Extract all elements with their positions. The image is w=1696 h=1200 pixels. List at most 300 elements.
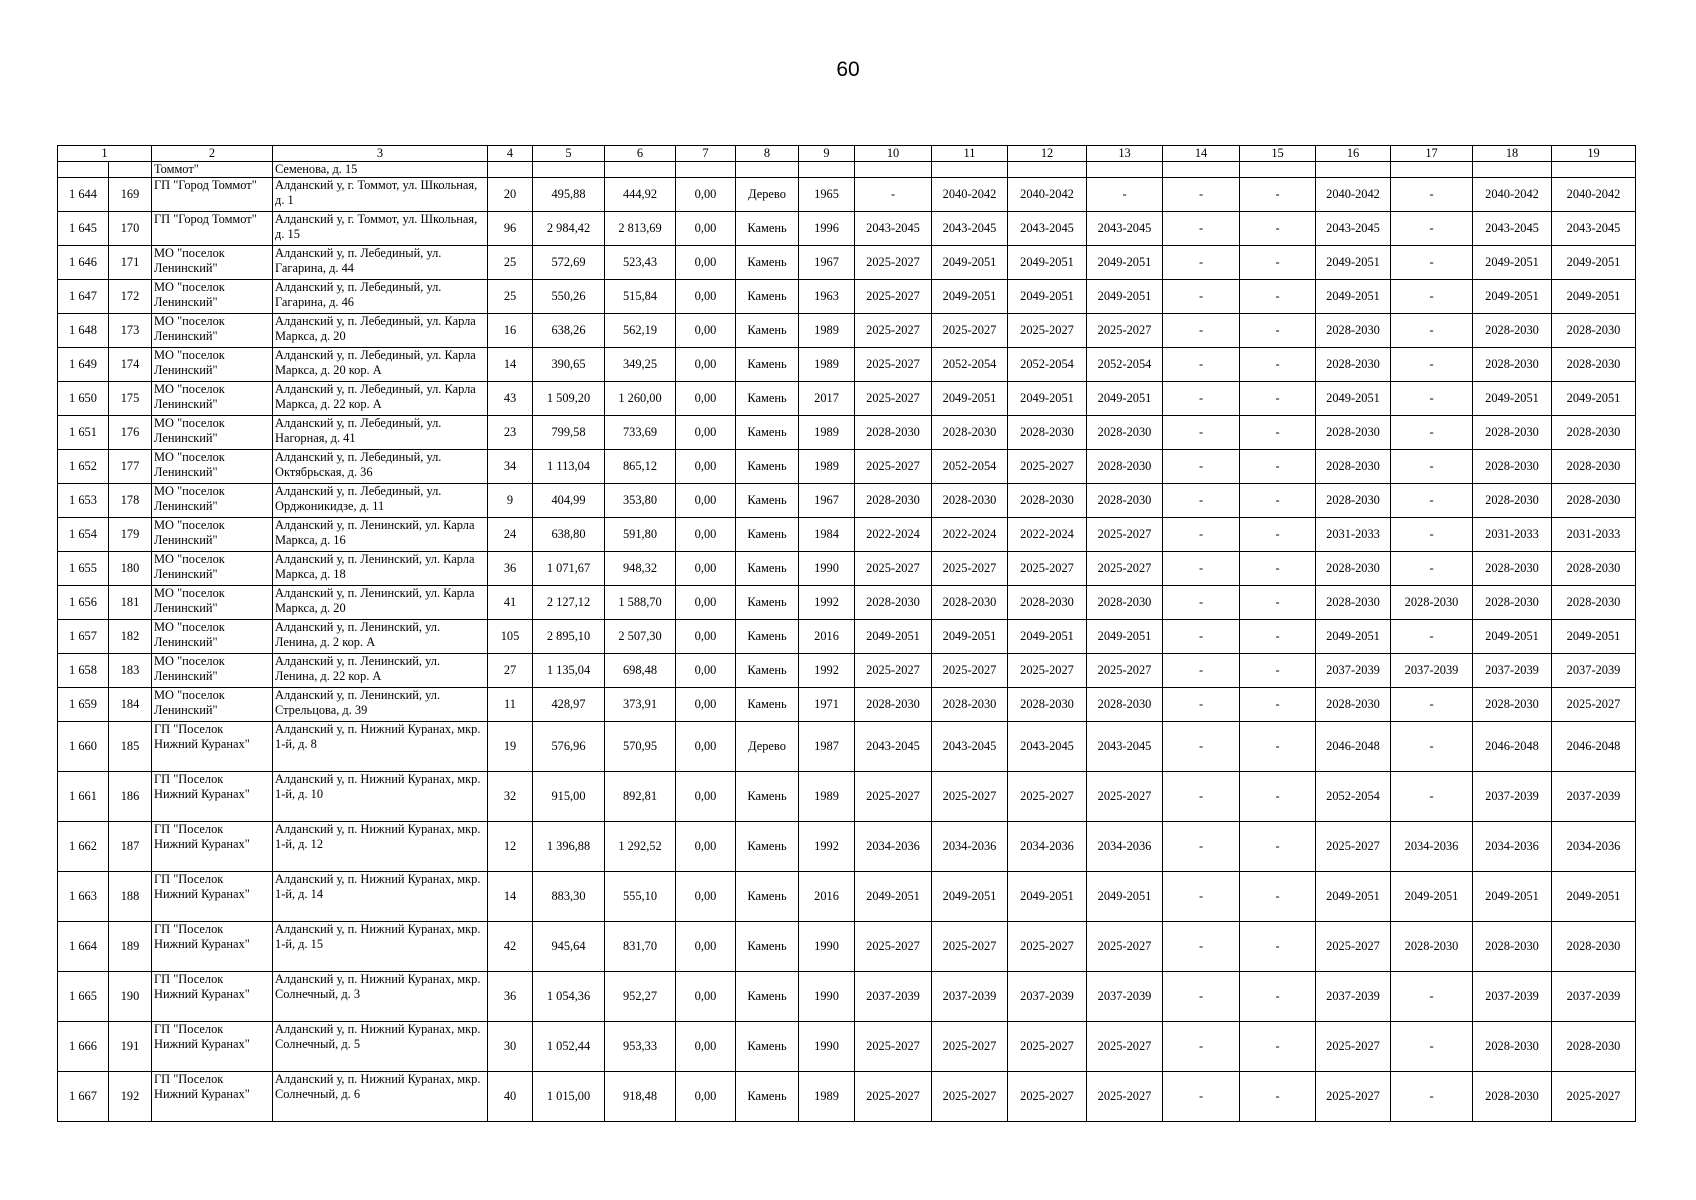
table-cell: - (1163, 822, 1240, 872)
table-cell: 11 (488, 688, 533, 722)
table-cell: 2049-2051 (1008, 280, 1087, 314)
table-cell: 2028-2030 (1316, 314, 1391, 348)
table-cell: 2028-2030 (1316, 450, 1391, 484)
table-cell: - (1240, 922, 1316, 972)
table-cell: 2034-2036 (1008, 822, 1087, 872)
table-cell: Алданский у, п. Нижний Куранах, мкр. Солнечный, д. 5 (273, 1022, 488, 1072)
table-cell: ГП "Поселок Нижний Куранах" (152, 872, 273, 922)
table-cell: МО "поселок Ленинский" (152, 314, 273, 348)
table-cell: - (1163, 552, 1240, 586)
table-cell: 2043-2045 (1552, 212, 1636, 246)
table-cell: 390,65 (533, 348, 605, 382)
table-cell: МО "поселок Ленинский" (152, 552, 273, 586)
table-cell: 2028-2030 (1008, 586, 1087, 620)
table-cell: 14 (488, 872, 533, 922)
table-cell (1163, 162, 1240, 178)
table-cell: 181 (109, 586, 152, 620)
table-cell: Семенова, д. 15 (273, 162, 488, 178)
table-cell: 0,00 (676, 688, 736, 722)
table-cell: 0,00 (676, 212, 736, 246)
table-cell: 1967 (799, 484, 855, 518)
table-cell: 1 662 (58, 822, 109, 872)
table-cell: 0,00 (676, 872, 736, 922)
table-cell: - (1163, 416, 1240, 450)
table-cell: Алданский у, п. Ленинский, ул. Стрельцова, д. 39 (273, 688, 488, 722)
table-cell: 1 292,52 (605, 822, 676, 872)
table-cell: Камень (736, 688, 799, 722)
table-cell: 2046-2048 (1552, 722, 1636, 772)
table-cell: ГП "Поселок Нижний Куранах" (152, 972, 273, 1022)
column-number-cell: 15 (1240, 146, 1316, 162)
table-cell: 1 651 (58, 416, 109, 450)
table-cell: 12 (488, 822, 533, 872)
table-cell: 1 646 (58, 246, 109, 280)
table-cell: 2052-2054 (932, 450, 1008, 484)
table-cell: 2034-2036 (932, 822, 1008, 872)
table-cell: - (1240, 246, 1316, 280)
table-cell: 0,00 (676, 178, 736, 212)
table-cell: 2028-2030 (855, 416, 932, 450)
column-number-cell: 1 (58, 146, 152, 162)
table-cell: - (1391, 688, 1473, 722)
table-cell: 523,43 (605, 246, 676, 280)
table-cell: 2037-2039 (1473, 654, 1552, 688)
table-cell: 2025-2027 (855, 314, 932, 348)
table-cell: 1992 (799, 822, 855, 872)
table-cell: - (1391, 450, 1473, 484)
table-cell: Алданский у, п. Нижний Куранах, мкр. 1-й, д. 10 (273, 772, 488, 822)
table-cell: 0,00 (676, 382, 736, 416)
table-cell: 2046-2048 (1316, 722, 1391, 772)
table-cell: 1989 (799, 416, 855, 450)
table-cell: 41 (488, 586, 533, 620)
table-cell: 1996 (799, 212, 855, 246)
table-cell: 183 (109, 654, 152, 688)
table-cell: 175 (109, 382, 152, 416)
table-cell: 1 396,88 (533, 822, 605, 872)
table-cell: 2025-2027 (932, 1072, 1008, 1122)
table-cell: 36 (488, 972, 533, 1022)
table-cell: 1990 (799, 972, 855, 1022)
table-cell: 2037-2039 (1316, 972, 1391, 1022)
table-cell: 2025-2027 (855, 772, 932, 822)
table-cell: 2025-2027 (855, 922, 932, 972)
table-cell: 2040-2042 (1552, 178, 1636, 212)
table-cell: 14 (488, 348, 533, 382)
table-cell: 2037-2039 (855, 972, 932, 1022)
column-number-cell: 3 (273, 146, 488, 162)
table-cell: - (1163, 382, 1240, 416)
table-cell: МО "поселок Ленинский" (152, 348, 273, 382)
table-cell: Камень (736, 972, 799, 1022)
table-cell: 1 660 (58, 722, 109, 772)
table-cell: 1 015,00 (533, 1072, 605, 1122)
table-cell: 0,00 (676, 972, 736, 1022)
table-cell: 2028-2030 (1087, 586, 1163, 620)
table-cell: 2037-2039 (1008, 972, 1087, 1022)
table-cell: 865,12 (605, 450, 676, 484)
table-cell: - (1163, 450, 1240, 484)
table-cell: 0,00 (676, 280, 736, 314)
table-cell: - (1240, 722, 1316, 772)
table-cell: 2052-2054 (1008, 348, 1087, 382)
table-cell: 2022-2024 (932, 518, 1008, 552)
table-cell: 2028-2030 (1316, 552, 1391, 586)
table-cell: 1 071,67 (533, 552, 605, 586)
table-cell: - (1163, 620, 1240, 654)
column-number-row (58, 146, 1636, 162)
table-cell: 2049-2051 (1316, 620, 1391, 654)
table-cell: 96 (488, 212, 533, 246)
table-cell: 831,70 (605, 922, 676, 972)
table-cell: 2049-2051 (932, 246, 1008, 280)
table-cell: 2049-2051 (932, 872, 1008, 922)
table-cell: 2025-2027 (932, 1022, 1008, 1072)
table-cell: 2016 (799, 620, 855, 654)
table-cell (855, 162, 932, 178)
table-cell: 2028-2030 (1552, 586, 1636, 620)
table-cell: 2025-2027 (1087, 518, 1163, 552)
table-cell: - (1391, 1022, 1473, 1072)
table-cell: 550,26 (533, 280, 605, 314)
table-cell: 2025-2027 (1316, 822, 1391, 872)
table-cell: 2025-2027 (1008, 552, 1087, 586)
table-cell: Камень (736, 586, 799, 620)
table-cell: Алданский у, п. Нижний Куранах, мкр. 1-й, д. 12 (273, 822, 488, 872)
table-cell: 20 (488, 178, 533, 212)
table-cell: 2025-2027 (1087, 1022, 1163, 1072)
table-cell: 1989 (799, 450, 855, 484)
table-cell: - (1163, 348, 1240, 382)
table-cell: ГП "Поселок Нижний Куранах" (152, 822, 273, 872)
table-cell (676, 162, 736, 178)
table-cell: 0,00 (676, 246, 736, 280)
table-cell: 2028-2030 (1473, 1022, 1552, 1072)
table-cell: 2028-2030 (1473, 922, 1552, 972)
table-cell: 0,00 (676, 822, 736, 872)
table-cell (1316, 162, 1391, 178)
table-cell: Алданский у, п. Ленинский, ул. Карла Маркса, д. 16 (273, 518, 488, 552)
table-cell: Алданский у, п. Ленинский, ул. Ленина, д. 22 кор. А (273, 654, 488, 688)
table-cell: 1992 (799, 654, 855, 688)
column-number-cell: 4 (488, 146, 533, 162)
table-cell: 2037-2039 (932, 972, 1008, 1022)
table-cell: 2049-2051 (1316, 382, 1391, 416)
table-cell: 34 (488, 450, 533, 484)
table-cell: 2028-2030 (932, 416, 1008, 450)
table-cell: 0,00 (676, 484, 736, 518)
table-cell: Томмот" (152, 162, 273, 178)
table-cell: - (1240, 178, 1316, 212)
table-row (58, 654, 1636, 688)
table-cell: 43 (488, 382, 533, 416)
table-cell: 173 (109, 314, 152, 348)
table-cell (1552, 162, 1636, 178)
table-cell: 2028-2030 (1316, 586, 1391, 620)
table-cell: 591,80 (605, 518, 676, 552)
table-cell: МО "поселок Ленинский" (152, 518, 273, 552)
table-cell: 176 (109, 416, 152, 450)
table-cell: - (1391, 518, 1473, 552)
table-cell: 182 (109, 620, 152, 654)
table-cell: 2037-2039 (1473, 772, 1552, 822)
table-cell: - (1163, 872, 1240, 922)
table-cell: 2025-2027 (1008, 314, 1087, 348)
table-cell: Камень (736, 552, 799, 586)
table-cell: 2028-2030 (1473, 416, 1552, 450)
table-cell: - (1163, 314, 1240, 348)
table-cell: 1 665 (58, 972, 109, 1022)
table-cell: ГП "Поселок Нижний Куранах" (152, 922, 273, 972)
table-cell: 2025-2027 (1087, 654, 1163, 688)
table-cell: 562,19 (605, 314, 676, 348)
table-cell: Алданский у, п. Лебединый, ул. Гагарина, д. 46 (273, 280, 488, 314)
table-cell: 2052-2054 (1316, 772, 1391, 822)
table-cell: 191 (109, 1022, 152, 1072)
table-cell: 2025-2027 (855, 348, 932, 382)
table-cell: - (1163, 280, 1240, 314)
table-cell: 2016 (799, 872, 855, 922)
table-cell: 2043-2045 (932, 212, 1008, 246)
table-cell: 1 649 (58, 348, 109, 382)
column-number-cell: 13 (1087, 146, 1163, 162)
table-cell: 2025-2027 (1008, 922, 1087, 972)
table-row (58, 246, 1636, 280)
table-cell: 23 (488, 416, 533, 450)
table-cell: Камень (736, 654, 799, 688)
table-row (58, 162, 1636, 178)
table-cell (533, 162, 605, 178)
table-cell: 2043-2045 (932, 722, 1008, 772)
table-cell: 373,91 (605, 688, 676, 722)
table-row (58, 280, 1636, 314)
column-number-cell: 16 (1316, 146, 1391, 162)
table-cell: 2025-2027 (855, 280, 932, 314)
table-cell: 2049-2051 (1391, 872, 1473, 922)
table-cell: Камень (736, 212, 799, 246)
table-cell: 2028-2030 (1552, 552, 1636, 586)
table-cell: 2025-2027 (1316, 1022, 1391, 1072)
table-cell: 179 (109, 518, 152, 552)
table-cell (605, 162, 676, 178)
table-cell: 2037-2039 (1473, 972, 1552, 1022)
table-cell: 2049-2051 (855, 872, 932, 922)
column-number-cell: 11 (932, 146, 1008, 162)
table-cell: 1 650 (58, 382, 109, 416)
table-cell: Камень (736, 772, 799, 822)
table-cell: 2043-2045 (855, 722, 932, 772)
table-cell: 0,00 (676, 518, 736, 552)
table-cell: 2043-2045 (1473, 212, 1552, 246)
table-cell: 42 (488, 922, 533, 972)
table-cell: - (1240, 654, 1316, 688)
table-cell: - (1240, 688, 1316, 722)
table-cell: 1965 (799, 178, 855, 212)
table-cell: Алданский у, п. Нижний Куранах, мкр. 1-й, д. 8 (273, 722, 488, 772)
table-cell: 2049-2051 (1008, 872, 1087, 922)
table-cell: - (1240, 518, 1316, 552)
housing-registry-table (57, 145, 1636, 1122)
table-cell: 404,99 (533, 484, 605, 518)
table-cell: - (1163, 484, 1240, 518)
table-cell: 2028-2030 (1316, 484, 1391, 518)
table-cell: 953,33 (605, 1022, 676, 1072)
table-cell: 883,30 (533, 872, 605, 922)
table-cell: МО "поселок Ленинский" (152, 382, 273, 416)
table-cell: - (1391, 382, 1473, 416)
table-cell: 192 (109, 1072, 152, 1122)
table-cell: 2049-2051 (1552, 280, 1636, 314)
table-cell: 1 667 (58, 1072, 109, 1122)
column-number-cell: 5 (533, 146, 605, 162)
table-cell: 2025-2027 (855, 450, 932, 484)
table-cell: 2049-2051 (1552, 246, 1636, 280)
column-number-cell: 12 (1008, 146, 1087, 162)
table-cell: 189 (109, 922, 152, 972)
table-cell: 2028-2030 (1473, 688, 1552, 722)
table-cell: 178 (109, 484, 152, 518)
table-row (58, 822, 1636, 872)
table-cell: 1 647 (58, 280, 109, 314)
table-cell: 2028-2030 (1316, 416, 1391, 450)
table-cell: 2028-2030 (1552, 1022, 1636, 1072)
table-cell: 2049-2051 (1552, 382, 1636, 416)
table-cell: - (1240, 620, 1316, 654)
table-cell: 2028-2030 (1473, 552, 1552, 586)
table-cell: 2025-2027 (932, 922, 1008, 972)
table-cell: 30 (488, 1022, 533, 1072)
table-cell: Алданский у, п. Нижний Куранах, мкр. 1-й, д. 15 (273, 922, 488, 972)
table-cell: ГП "Поселок Нижний Куранах" (152, 1072, 273, 1122)
column-number-cell: 14 (1163, 146, 1240, 162)
table-cell: - (1240, 772, 1316, 822)
column-number-cell: 6 (605, 146, 676, 162)
table-cell: 2049-2051 (1087, 382, 1163, 416)
table-cell: 2028-2030 (1087, 484, 1163, 518)
table-cell: - (1240, 872, 1316, 922)
table-cell: 1 648 (58, 314, 109, 348)
table-cell: 2 984,42 (533, 212, 605, 246)
table-cell: 2037-2039 (1316, 654, 1391, 688)
table-cell: - (1391, 1072, 1473, 1122)
table-cell: 2034-2036 (1473, 822, 1552, 872)
table-cell: Дерево (736, 722, 799, 772)
table-cell: 177 (109, 450, 152, 484)
table-cell: 2 507,30 (605, 620, 676, 654)
table-cell: Алданский у, г. Томмот, ул. Школьная, д. 1 (273, 178, 488, 212)
table-cell: 2049-2051 (932, 382, 1008, 416)
table-row (58, 416, 1636, 450)
table-cell: 1 260,00 (605, 382, 676, 416)
table-cell: - (1391, 972, 1473, 1022)
table-cell: - (1391, 314, 1473, 348)
table-cell: 2025-2027 (1008, 450, 1087, 484)
table-cell: Алданский у, п. Ленинский, ул. Ленина, д. 2 кор. А (273, 620, 488, 654)
table-cell: 2034-2036 (855, 822, 932, 872)
table-cell: 2025-2027 (855, 382, 932, 416)
table-cell: 1 655 (58, 552, 109, 586)
table-cell: МО "поселок Ленинский" (152, 688, 273, 722)
table-cell: - (1240, 1072, 1316, 1122)
table-cell: 0,00 (676, 1072, 736, 1122)
table-cell: 2049-2051 (1552, 872, 1636, 922)
table-cell: 495,88 (533, 178, 605, 212)
table-cell: Алданский у, п. Лебединый, ул. Карла Маркса, д. 20 (273, 314, 488, 348)
table-cell: 2028-2030 (1552, 450, 1636, 484)
table-cell: 2043-2045 (1087, 722, 1163, 772)
table-cell: - (1163, 178, 1240, 212)
table-cell: 576,96 (533, 722, 605, 772)
table-cell: 2049-2051 (932, 280, 1008, 314)
table-cell: 0,00 (676, 450, 736, 484)
table-cell: 2049-2051 (1552, 620, 1636, 654)
table-cell: МО "поселок Ленинский" (152, 280, 273, 314)
table-cell: 1989 (799, 772, 855, 822)
column-number-cell: 8 (736, 146, 799, 162)
table-cell: Алданский у, п. Лебединый, ул. Карла Маркса, д. 22 кор. А (273, 382, 488, 416)
table-cell: 2025-2027 (1316, 922, 1391, 972)
table-cell: 2025-2027 (1552, 688, 1636, 722)
table-cell: 2025-2027 (855, 552, 932, 586)
table-cell: 2049-2051 (1008, 382, 1087, 416)
table-cell: 2043-2045 (855, 212, 932, 246)
table-cell: Камень (736, 246, 799, 280)
table-cell: 1 656 (58, 586, 109, 620)
table-cell: 2049-2051 (1473, 280, 1552, 314)
table-cell: 2025-2027 (855, 654, 932, 688)
table-cell: - (1163, 1072, 1240, 1122)
table-row (58, 972, 1636, 1022)
table-cell: 2028-2030 (1008, 416, 1087, 450)
table-cell: 2037-2039 (1552, 972, 1636, 1022)
table-cell: 2037-2039 (1552, 772, 1636, 822)
table-row (58, 484, 1636, 518)
table-cell: 9 (488, 484, 533, 518)
table-cell: 1 664 (58, 922, 109, 972)
table-cell: 1963 (799, 280, 855, 314)
table-cell: - (1163, 246, 1240, 280)
table-cell: 2028-2030 (1087, 688, 1163, 722)
table-cell: 2046-2048 (1473, 722, 1552, 772)
table-cell: Камень (736, 922, 799, 972)
table-cell (488, 162, 533, 178)
column-number-cell: 10 (855, 146, 932, 162)
table-cell: 1 588,70 (605, 586, 676, 620)
table-cell: Камень (736, 822, 799, 872)
table-cell: 2025-2027 (1008, 772, 1087, 822)
table-cell: 2028-2030 (1552, 922, 1636, 972)
table-cell: 2025-2027 (855, 1022, 932, 1072)
table-cell: 1989 (799, 1072, 855, 1122)
table-cell: 2049-2051 (1087, 280, 1163, 314)
table-cell: 105 (488, 620, 533, 654)
table-cell: - (1163, 518, 1240, 552)
table-cell: 1 052,44 (533, 1022, 605, 1072)
table-cell: 2028-2030 (932, 688, 1008, 722)
table-cell: Камень (736, 348, 799, 382)
table-cell: 2025-2027 (932, 772, 1008, 822)
table-cell: 2028-2030 (1008, 484, 1087, 518)
table-cell: 2 127,12 (533, 586, 605, 620)
table-cell: 1 661 (58, 772, 109, 822)
table-cell: Камень (736, 872, 799, 922)
table-cell: 698,48 (605, 654, 676, 688)
table-cell: 353,80 (605, 484, 676, 518)
table-cell: 1 644 (58, 178, 109, 212)
table-cell: - (1163, 212, 1240, 246)
table-cell: 2049-2051 (1087, 620, 1163, 654)
table-cell: 444,92 (605, 178, 676, 212)
